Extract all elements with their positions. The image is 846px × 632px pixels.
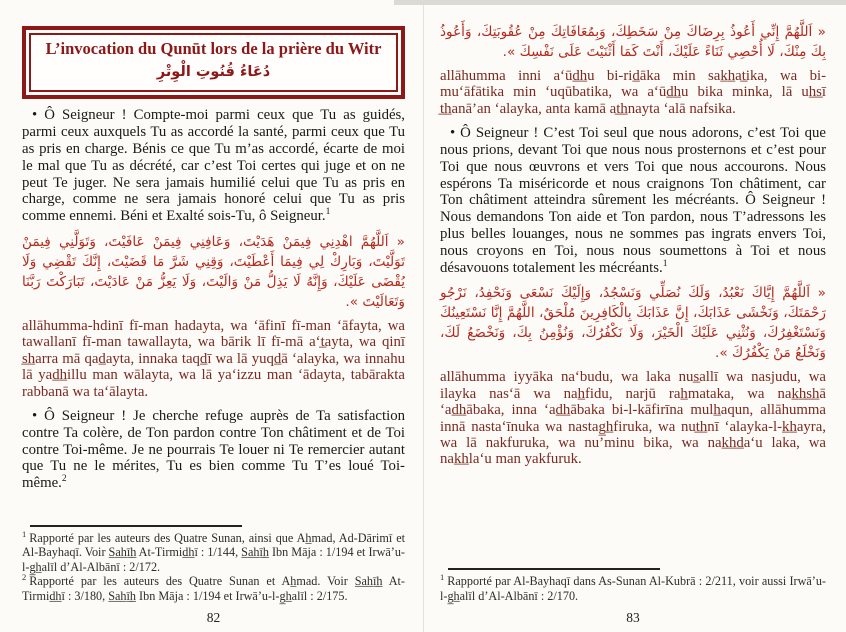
chapter-title-box — [22, 26, 405, 99]
footnote-area-right — [440, 568, 826, 626]
footnote-text: Rapporté par Al-Bayhaqī dans As-Sunan Al-Kubrā : 2/211, voir aussi Irwā’u-l-g̲h̲alīl d’Al-Albānī : 2/170. — [440, 574, 826, 603]
page-number-left: 82 — [206, 610, 221, 625]
chapter-title-french: L’invocation du Qunūt lors de la prière du Witr — [45, 39, 382, 58]
footnote-area-left — [22, 525, 405, 626]
footnote-2 — [22, 574, 405, 603]
chapter-title-box-inner — [29, 33, 398, 92]
french-paragraph-worship — [440, 125, 826, 276]
paragraph-text: • Ô Seigneur ! C’est Toi seul que nous adorons, c’est Toi que nous prions, devant Toi que nous nous prosternons et c’est pour Toi que nous œuvrons et vers Toi que nous accourons. Nous espérons Ta miséricorde et nous craignons Ton châtiment, car Ton châtiment atteindra sûrement les mécréants. Ô Seigneur ! Nous demandons Ton aide et Ton pardon, nous T’adressons les plus belles louanges, nous ne sommes pas ingrats envers Toi, nous croyons en Toi, nous nous soumettons à Toi et nous désavouons totalement les mécréants. — [440, 125, 826, 276]
scan-edge-artifact — [394, 0, 846, 5]
transliteration-qunut: allāhumma-hdinī fī-man hadayta, wa ‘āfinī fī-man ‘āfayta, wa tawallanī fī-man tawallayta, wa bārik lī fī-mā a‘t̲ayta, wa qinī s̲h̲arra mā qad̲ayta, innaka taqd̲ī wa lā yuqd̲ā ‘alayka, wa innahu lā yad̲h̲illu man wālayta, wa lā ya‘izzu man ‘ādayta, tabārakta rabbanā wa ta‘ālayta. — [22, 317, 405, 400]
footnote-separator — [448, 568, 660, 570]
arabic-dua-qunut: « اَللَّهُمَّ اهْدِنِي فِيمَنْ هَدَيْتَ، وَعَافِنِي فِيمَنْ عَافَيْتَ، وَتَوَلَّنِي فِيمَنْ تَوَلَّيْتَ، وَبَارِكْ لِي فِيمَا أَعْطَيْتَ، وَقِنِي شَرَّ مَا قَضَيْتَ، إِنَّكَ تَقْضِي وَلَا يُقْضَى عَلَيْكَ، وَإِنَّهُ لَا يَذِلُّ مَنْ وَالَيْتَ، وَلَا يَعِزُّ مَنْ عَادَيْتَ، تَبَارَكْتَ رَبَّنَا وَتَعَالَيْتَ ». — [22, 233, 405, 310]
footnote-reference-1: 1 — [662, 258, 668, 269]
page-83 — [423, 0, 846, 632]
french-paragraph-2 — [22, 408, 405, 492]
paragraph-text: • Ô Seigneur ! Compte-moi parmi ceux que Tu as guidés, parmi ceux auxquels Tu as accordé la santé, parmi ceux que Tu as pris en charge. Bénis ce que Tu m’as accordé, écarte de moi le mal que Tu as décrété, car c’est Toi certes qui juge et on ne peut Te juger. Ne sera jamais humilié celui que Tu as pris en charge, comme ne sera jamais honoré celui que Tu as pris comme ennemi. Béni et Exalté sois-Tu, ô Seigneur. — [22, 107, 405, 225]
footnote-reference-2: 2 — [61, 474, 67, 485]
footnote-reference-1: 1 — [325, 207, 331, 218]
footnote-text: Rapporté par les auteurs des Quatre Sunan et Ah̲mad. Voir S̲a̲h̲ī̲h̲ At-Tirmid̲h̲ī : 3/180, S̲a̲h̲ī̲h̲ Ibn Māja : 1/194 et Irwā’u-l-g̲h̲alīl : 2/175. — [22, 574, 405, 603]
transliteration-worship: allāhumma iyyāka na‘budu, wa laka nus̲allī wa nasjudu, wa ilayka nas‘ā wa nah̲fidu, narjū rah̲mataka, wa nak̲h̲s̲h̲ā ‘ad̲h̲ābaka, inna ‘ad̲h̲ābaka bi-l-kāfirīna mulh̲aqun, allāhumma innā nasta‘īnuka wa nastag̲h̲firuka, wa nut̲h̲nī ‘alayka-l-k̲h̲ayra, wa lā nakfuruka, wa nu’minu bika, wa nak̲h̲d̲a‘u laka, wa nak̲h̲la‘u man yakfuruk. — [440, 369, 826, 468]
french-paragraph-1 — [22, 107, 405, 225]
footnote-marker: 1 — [440, 572, 445, 583]
footnote-marker: 2 — [22, 572, 27, 583]
footnote-separator — [30, 525, 242, 527]
paragraph-text: • Ô Seigneur ! Je cherche refuge auprès de Ta satisfaction contre Ta colère, de Ton pardon contre Ton châtiment et de Toi contre Toi-même. Je ne pourrais Te louer ni Te remercier autant que Tu ne le mérites, Tu es bien comme Tu T’es loué Toi-même. — [22, 407, 405, 492]
page-number-right: 83 — [626, 610, 640, 625]
footnote-marker: 1 — [22, 528, 27, 539]
footnote-1 — [22, 528, 405, 574]
footnote-text: Rapporté par les auteurs des Quatre Sunan, ainsi que Ah̲mad, Ad-Dārimī et Al-Bayhaqī. Voir S̲a̲h̲ī̲h̲ At-Tirmid̲h̲ī : 1/144, S̲a̲h̲ī̲h̲ Ibn Māja : 1/194 et Irwā’u-l-g̲h̲alīl d’Al-Albānī : 2/172. — [22, 530, 405, 574]
chapter-title-arabic: دُعَاءُ قُنُوتِ الْوِتْرِ — [156, 63, 271, 80]
arabic-dua-refuge: « اَللَّهُمَّ إِنِّي أَعُوذُ بِرِضَاكَ مِنْ سَخَطِكَ، وَبِمُعَافَاتِكَ مِنْ عُقُوبَتِكَ، وَأَعُوذُ بِكَ مِنْكَ، لَا أُحْصِي ثَنَاءً عَلَيْكَ، أَنْتَ كَمَا أَثْنَيْتَ عَلَى نَفْسِكَ ». — [440, 24, 826, 60]
footnote-1 — [440, 574, 826, 603]
transliteration-refuge: allāhumma inni a‘ūd̲h̲u bi-rid̲āka min sak̲h̲at̲ika, wa bi-mu‘āfātika min ‘uqūbatika, wa a‘ūd̲h̲u bika minka, lā uh̲s̲ī t̲h̲anā’an ‘alayka, anta kamā at̲h̲nayta ‘alā nafsika. — [440, 68, 826, 117]
arabic-dua-worship: « اَللَّهُمَّ إِيَّاكَ نَعْبُدُ، وَلَكَ نُصَلِّي وَنَسْجُدُ، وَإِلَيْكَ نَسْعَى وَنَحْفِدُ، نَرْجُو رَحْمَتَكَ، وَنَخْشَى عَذَابَكَ، إِنَّ عَذَابَكَ بِالْكَافِرِينَ مُلْحَقٌ، اللَّهُمَّ إِنَّا نَسْتَعِينُكَ وَنَسْتَغْفِرُكَ، وَنُثْنِي عَلَيْكَ الْخَيْرَ، وَلَا نَكْفُرُكَ، وَنُؤْمِنُ بِكَ، وَنَخْضَعُ لَكَ، وَنَخْلَعُ مَنْ يَكْفُرُكَ ». — [440, 285, 826, 362]
